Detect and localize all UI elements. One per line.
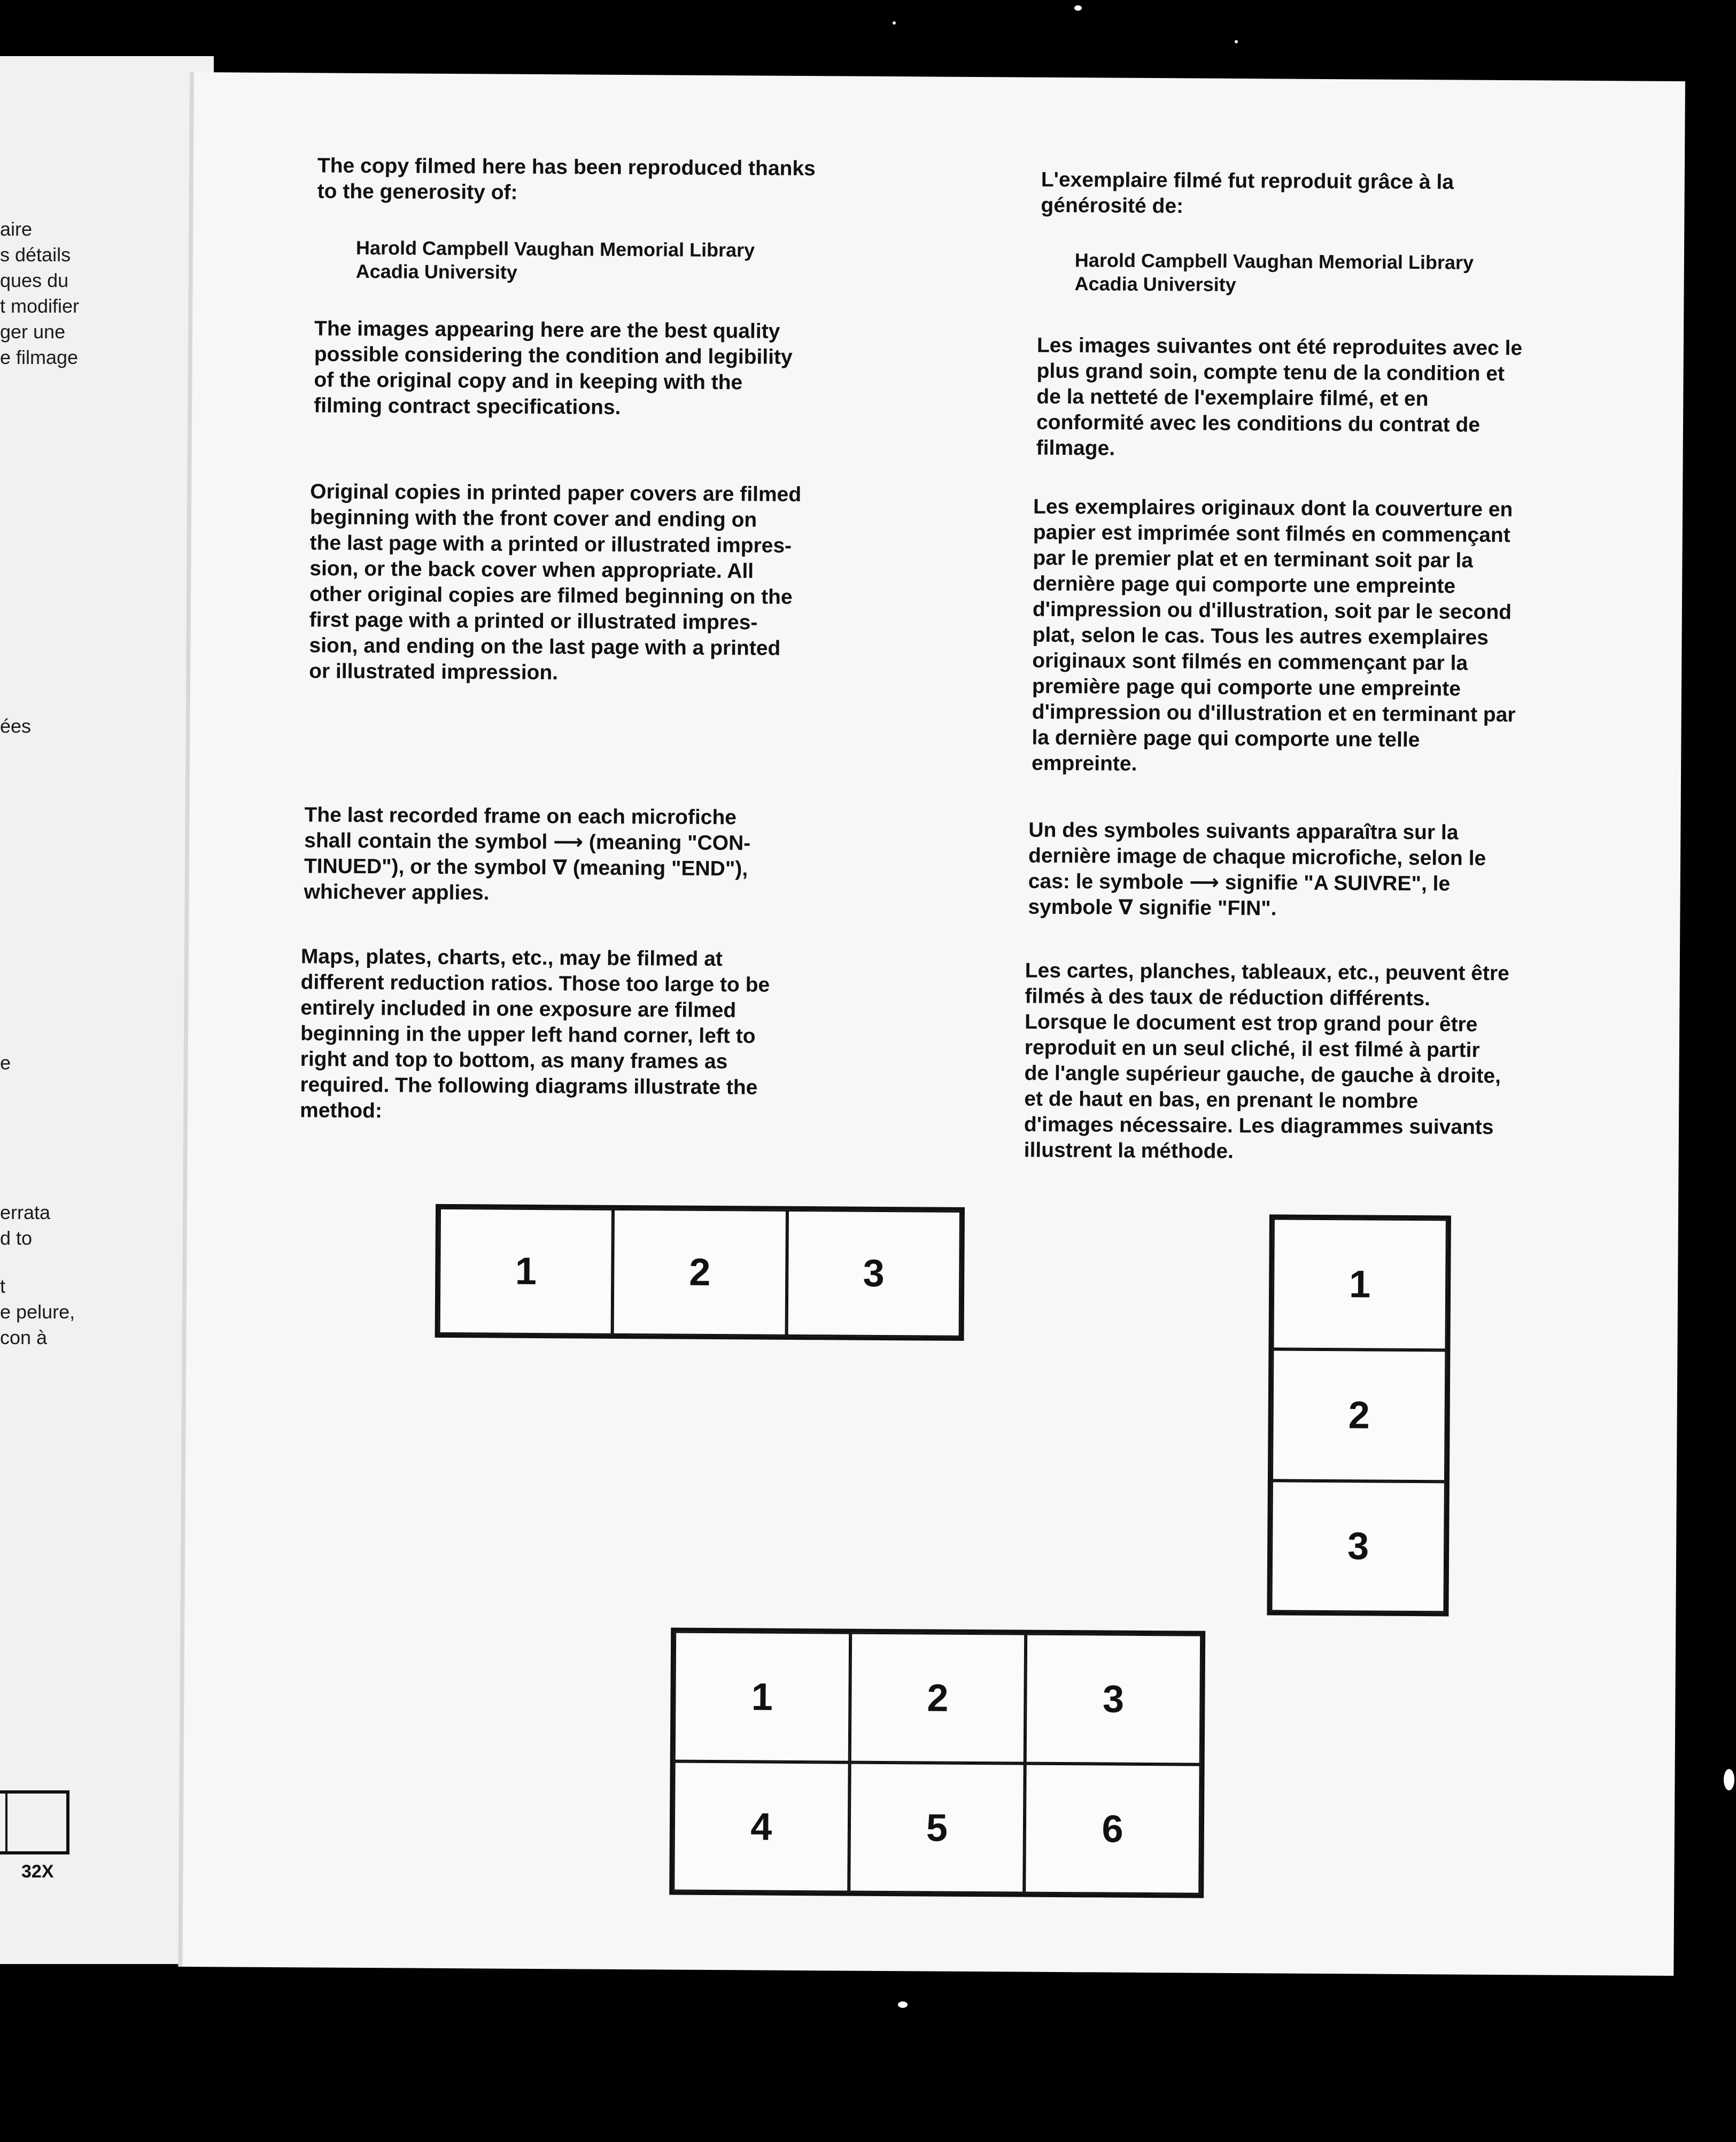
scan-dust (893, 21, 896, 25)
left-fragment: e pelure, (0, 1301, 75, 1323)
diagram-cell: 1 (439, 1208, 614, 1335)
diagram-cell: 2 (1272, 1349, 1446, 1481)
french-originals: Les exemplaires originaux dont la couverture en papier est imprimée sont filmés en commençant par le premier plat et en terminant soit par la dernière page qui comporte une empreinte d'impression ou d'illustration, soit par le second plat, selon le cas. Tous les autres exemplaires originaux sont filmés en commençant par la première page qui comporte une empreinte d'impression ou d'illustration et en terminant par la dernière page qui comporte une telle empreinte. (1031, 495, 1516, 775)
english-symbols: The last recorded frame on each microfiche shall contain the symbol ⟶ (meaning "CON- TINUED"), or the symbol ∇ (meaning "END"), whichever applies. (304, 803, 751, 905)
english-originals: Original copies in printed paper covers are filmed beginning with the front cover and ending on the last page with a printed or illustrated impres- sion, or the back cover when appropriate. All other original copies are filmed beginning on the first page with a printed or illustrated impres- sion, and ending on the last page with a printed or illustrated impression. (309, 480, 802, 685)
diagram-cell: 3 (786, 1210, 961, 1337)
left-fragment: errata (0, 1201, 51, 1223)
left-fragment: aire (0, 218, 33, 240)
left-resolution-target-box (0, 1790, 69, 1854)
english-institution: Harold Campbell Vaughan Memorial Library Acadia University (355, 236, 755, 283)
diagram-grid (669, 1628, 1205, 1898)
left-target-divider (5, 1794, 7, 1851)
diagram-cell: 6 (1025, 1764, 1201, 1895)
left-fragment: ger une (0, 321, 66, 343)
left-fragment: con à (0, 1326, 48, 1348)
diagram-cell: 3 (1270, 1480, 1445, 1612)
left-fragment: ées (0, 715, 32, 737)
english-quality: The images appearing here are the best quality possible considering the condition and legibility of the original copy and in keeping with the filming contract specifications. (314, 317, 793, 419)
diagram-cell: 5 (849, 1763, 1025, 1893)
diagram-cell: 3 (1025, 1634, 1202, 1765)
left-fragment: d to (0, 1227, 33, 1249)
scan-dust (898, 2001, 908, 2008)
french-maps: Les cartes, planches, tableaux, etc., peuvent être filmés à des taux de réduction différents. Lorsque le document est trop grand pour être reproduit en un seul cliché, il est filmé à partir de l'angle supérieur gauche, de gauche à droite, et de haut en bas, en prenant le nombre d'images nécessaire. Les diagrammes suivants illustrent la méthode. (1024, 959, 1509, 1163)
french-intro: L'exemplaire filmé fut reproduit grâce à la générosité de: (1041, 168, 1454, 218)
english-intro: The copy filmed here has been reproduced thanks to the generosity of: (317, 154, 816, 204)
left-fragment: e filmage (0, 346, 79, 368)
left-fragment: t modifier (0, 295, 80, 317)
scan-dust (1235, 40, 1238, 43)
diagram-cell: 2 (613, 1209, 787, 1336)
left-fragment: ques du (0, 269, 69, 291)
diagram-cell: 2 (849, 1633, 1026, 1764)
french-quality: Les images suivantes ont été reproduites avec le plus grand soin, compte tenu de la condition et de la netteté de l'exemplaire filmé, et en conformité avec les conditions du contrat de filmage. (1036, 333, 1523, 460)
main-page (178, 72, 1685, 1976)
french-symbols: Un des symboles suivants apparaîtra sur la dernière image de chaque microfiche, selon le cas: le symbole ⟶ signifie "A SUIVRE", le symbole ∇ signifie "FIN". (1028, 818, 1486, 920)
diagram-cell: 1 (674, 1632, 850, 1763)
english-maps: Maps, plates, charts, etc., may be filmed at different reduction ratios. Those too large to be entirely included in one exposure are filmed beginning in the upper left hand corner, left to right and top to bottom, as many frames as required. The following diagrams illustrate the method: (300, 945, 770, 1123)
diagram-column (1267, 1214, 1451, 1616)
left-fragment: s détails (0, 244, 71, 266)
left-fragment: t (0, 1275, 6, 1297)
reduction-scale-label: 32X (21, 1861, 54, 1882)
diagram-cell: 1 (1272, 1218, 1447, 1350)
french-institution: Harold Campbell Vaughan Memorial Library Acadia University (1074, 249, 1474, 296)
scan-dust (1724, 1769, 1734, 1790)
left-fragment: e (0, 1052, 11, 1074)
diagram-row (435, 1204, 965, 1341)
diagram-cell: 4 (673, 1761, 849, 1892)
scan-dust (1074, 5, 1082, 11)
